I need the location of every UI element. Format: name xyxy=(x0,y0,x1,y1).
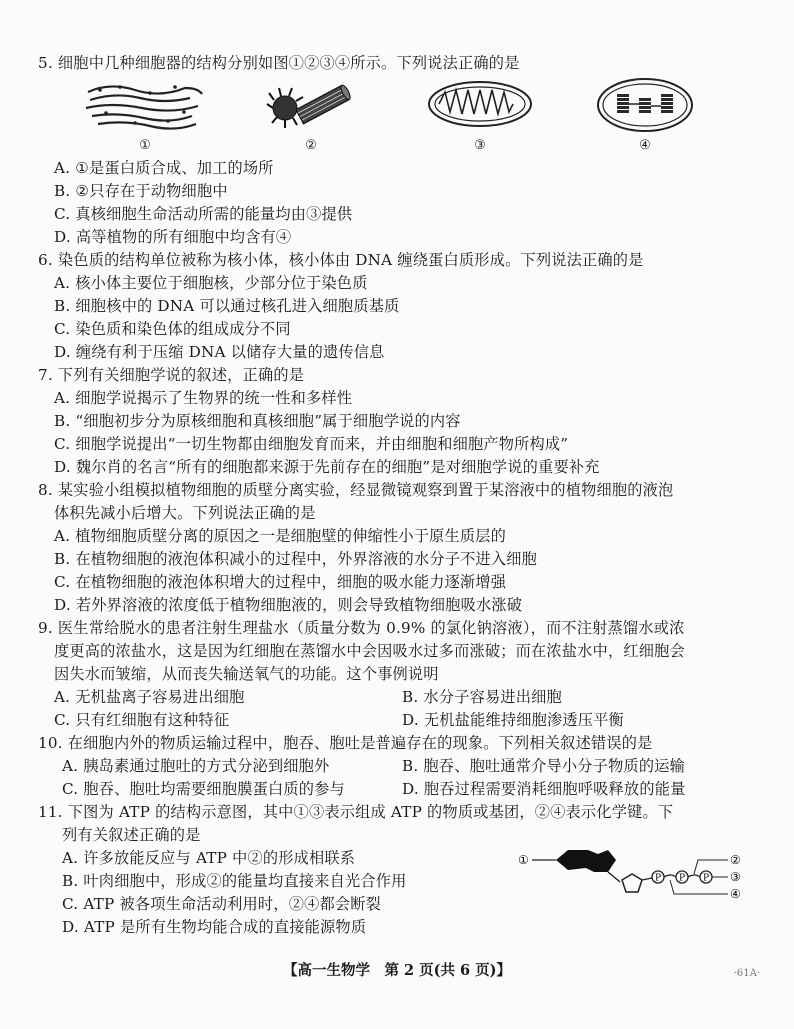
page-footer: 【高一生物学 第 2 页(共 6 页)】 xyxy=(282,962,512,979)
atp-label-4: ④ xyxy=(730,887,741,901)
q7-option-b: B. “细胞初步分为原核细胞和真核细胞”属于细胞学说的内容 xyxy=(54,412,461,430)
q6-option-a: A. 核小体主要位于细胞核，少部分位于染色质 xyxy=(54,274,368,292)
q8-option-d: D. 若外界溶液的浓度低于植物细胞液的，则会导致植物细胞吸水涨破 xyxy=(54,596,523,614)
phosphate-3 xyxy=(700,871,712,884)
q9-option-d: D. 无机盐能维持细胞渗透压平衡 xyxy=(402,711,624,729)
phosphate-2 xyxy=(676,871,688,884)
q10-option-a: A. 胰岛素通过胞吐的方式分泌到细胞外 xyxy=(62,757,330,775)
q9-option-b: B. 水分子容易进出细胞 xyxy=(402,688,562,706)
er-figure xyxy=(80,76,210,136)
chloroplast-figure xyxy=(595,76,695,136)
q7-option-a: A. 细胞学说揭示了生物界的统一性和多样性 xyxy=(54,389,353,407)
q7-stem: 7. 下列有关细胞学说的叙述，正确的是 xyxy=(38,366,305,384)
q6-option-c: C. 染色质和染色体的组成成分不同 xyxy=(54,320,291,338)
q10-option-b: B. 胞吞、胞吐通常介导小分子物质的运输 xyxy=(402,757,686,775)
figure-label-1: ① xyxy=(139,138,151,153)
atp-label-1: ① xyxy=(518,853,529,867)
q8-option-a: A. 植物细胞质壁分离的原因之一是细胞壁的伸缩性小于原生质层的 xyxy=(54,527,507,545)
q8-option-c: C. 在植物细胞的液泡体积增大的过程中，细胞的吸水能力逐渐增强 xyxy=(54,573,507,591)
mitochondrion-figure xyxy=(425,76,535,134)
q9-option-a: A. 无机盐离子容易进出细胞 xyxy=(54,688,245,706)
phosphate-1 xyxy=(652,871,664,884)
atp-structure-diagram xyxy=(516,840,756,912)
q8-stem-line-1: 8. 某实验小组模拟植物细胞的质壁分离实验，经显微镜观察到置于某溶液中的植物细胞的液泡 xyxy=(38,481,674,499)
q5-option-a: A. ①是蛋白质合成、加工的场所 xyxy=(54,159,274,177)
q6-option-b: B. 细胞核中的 DNA 可以通过核孔进入细胞质基质 xyxy=(54,297,400,315)
q11-option-c: C. ATP 被各项生命活动利用时，②④都会断裂 xyxy=(62,895,382,913)
atp-label-3: ③ xyxy=(730,870,741,884)
adenine-shape xyxy=(556,850,616,872)
ribose-pentagon xyxy=(622,874,642,892)
q11-stem-line-2: 列有关叙述正确的是 xyxy=(62,826,201,844)
q7-option-c: C. 细胞学说提出“一切生物都由细胞发育而来，并由细胞和细胞产物所构成” xyxy=(54,435,569,453)
svg-text:P: P xyxy=(702,873,710,884)
q9-stem-line-3: 因失水而皱缩，从而丧失输送氧气的功能。这个事例说明 xyxy=(54,665,439,683)
atp-label-2: ② xyxy=(730,853,741,867)
q10-option-c: C. 胞吞、胞吐均需要细胞膜蛋白质的参与 xyxy=(62,780,345,798)
q11-option-d: D. ATP 是所有生物均能合成的直接能源物质 xyxy=(62,918,367,936)
q5-option-d: D. 高等植物的所有细胞中均含有④ xyxy=(54,228,292,246)
q9-option-c: C. 只有红细胞有这种特征 xyxy=(54,711,230,729)
q5-organelle-figures xyxy=(80,76,720,158)
q7-option-d: D. 魏尔肖的名言“所有的细胞都来源于先前存在的细胞”是对细胞学说的重要补充 xyxy=(54,458,600,476)
figure-label-2: ② xyxy=(305,138,317,153)
q5-option-c: C. 真核细胞生命活动所需的能量均由③提供 xyxy=(54,205,353,223)
q6-option-d: D. 缠绕有利于压缩 DNA 以储存大量的遗传信息 xyxy=(54,343,385,361)
q8-stem-line-2: 体积先减小后增大。下列说法正确的是 xyxy=(54,504,316,522)
q5-option-b: B. ②只存在于动物细胞中 xyxy=(54,182,228,200)
centriole-figure xyxy=(265,76,355,136)
q11-option-b: B. 叶肉细胞中，形成②的能量均直接来自光合作用 xyxy=(62,872,407,890)
q10-option-d: D. 胞吞过程需要消耗细胞呼吸释放的能量 xyxy=(402,780,686,798)
svg-text:P: P xyxy=(678,873,686,884)
svg-text:P: P xyxy=(654,873,662,884)
figure-label-3: ③ xyxy=(474,138,486,153)
figure-label-4: ④ xyxy=(639,138,651,153)
q9-stem-line-1: 9. 医生常给脱水的患者注射生理盐水（质量分数为 0.9% 的氯化钠溶液），而不注射蒸馏水或浓 xyxy=(38,619,685,637)
footer-code: ·61A· xyxy=(733,968,760,979)
q10-stem: 10. 在细胞内外的物质运输过程中，胞吞、胞吐是普遍存在的现象。下列相关叙述错误的是 xyxy=(38,734,653,752)
q11-stem-line-1: 11. 下图为 ATP 的结构示意图，其中①③表示组成 ATP 的物质或基团，②④表示化学键。下 xyxy=(38,803,674,821)
q9-stem-line-2: 度更高的浓盐水，这是因为红细胞在蒸馏水中会因吸水过多而涨破；而在浓盐水中，红细胞会 xyxy=(54,642,685,660)
q5-stem: 5. 细胞中几种细胞器的结构分别如图①②③④所示。下列说法正确的是 xyxy=(38,54,520,72)
q11-option-a: A. 许多放能反应与 ATP 中②的形成相联系 xyxy=(62,849,356,867)
q8-option-b: B. 在植物细胞的液泡体积减小的过程中，外界溶液的水分子不进入细胞 xyxy=(54,550,538,568)
q6-stem: 6. 染色质的结构单位被称为核小体，核小体由 DNA 缠绕蛋白质形成。下列说法正确的是 xyxy=(38,251,644,269)
